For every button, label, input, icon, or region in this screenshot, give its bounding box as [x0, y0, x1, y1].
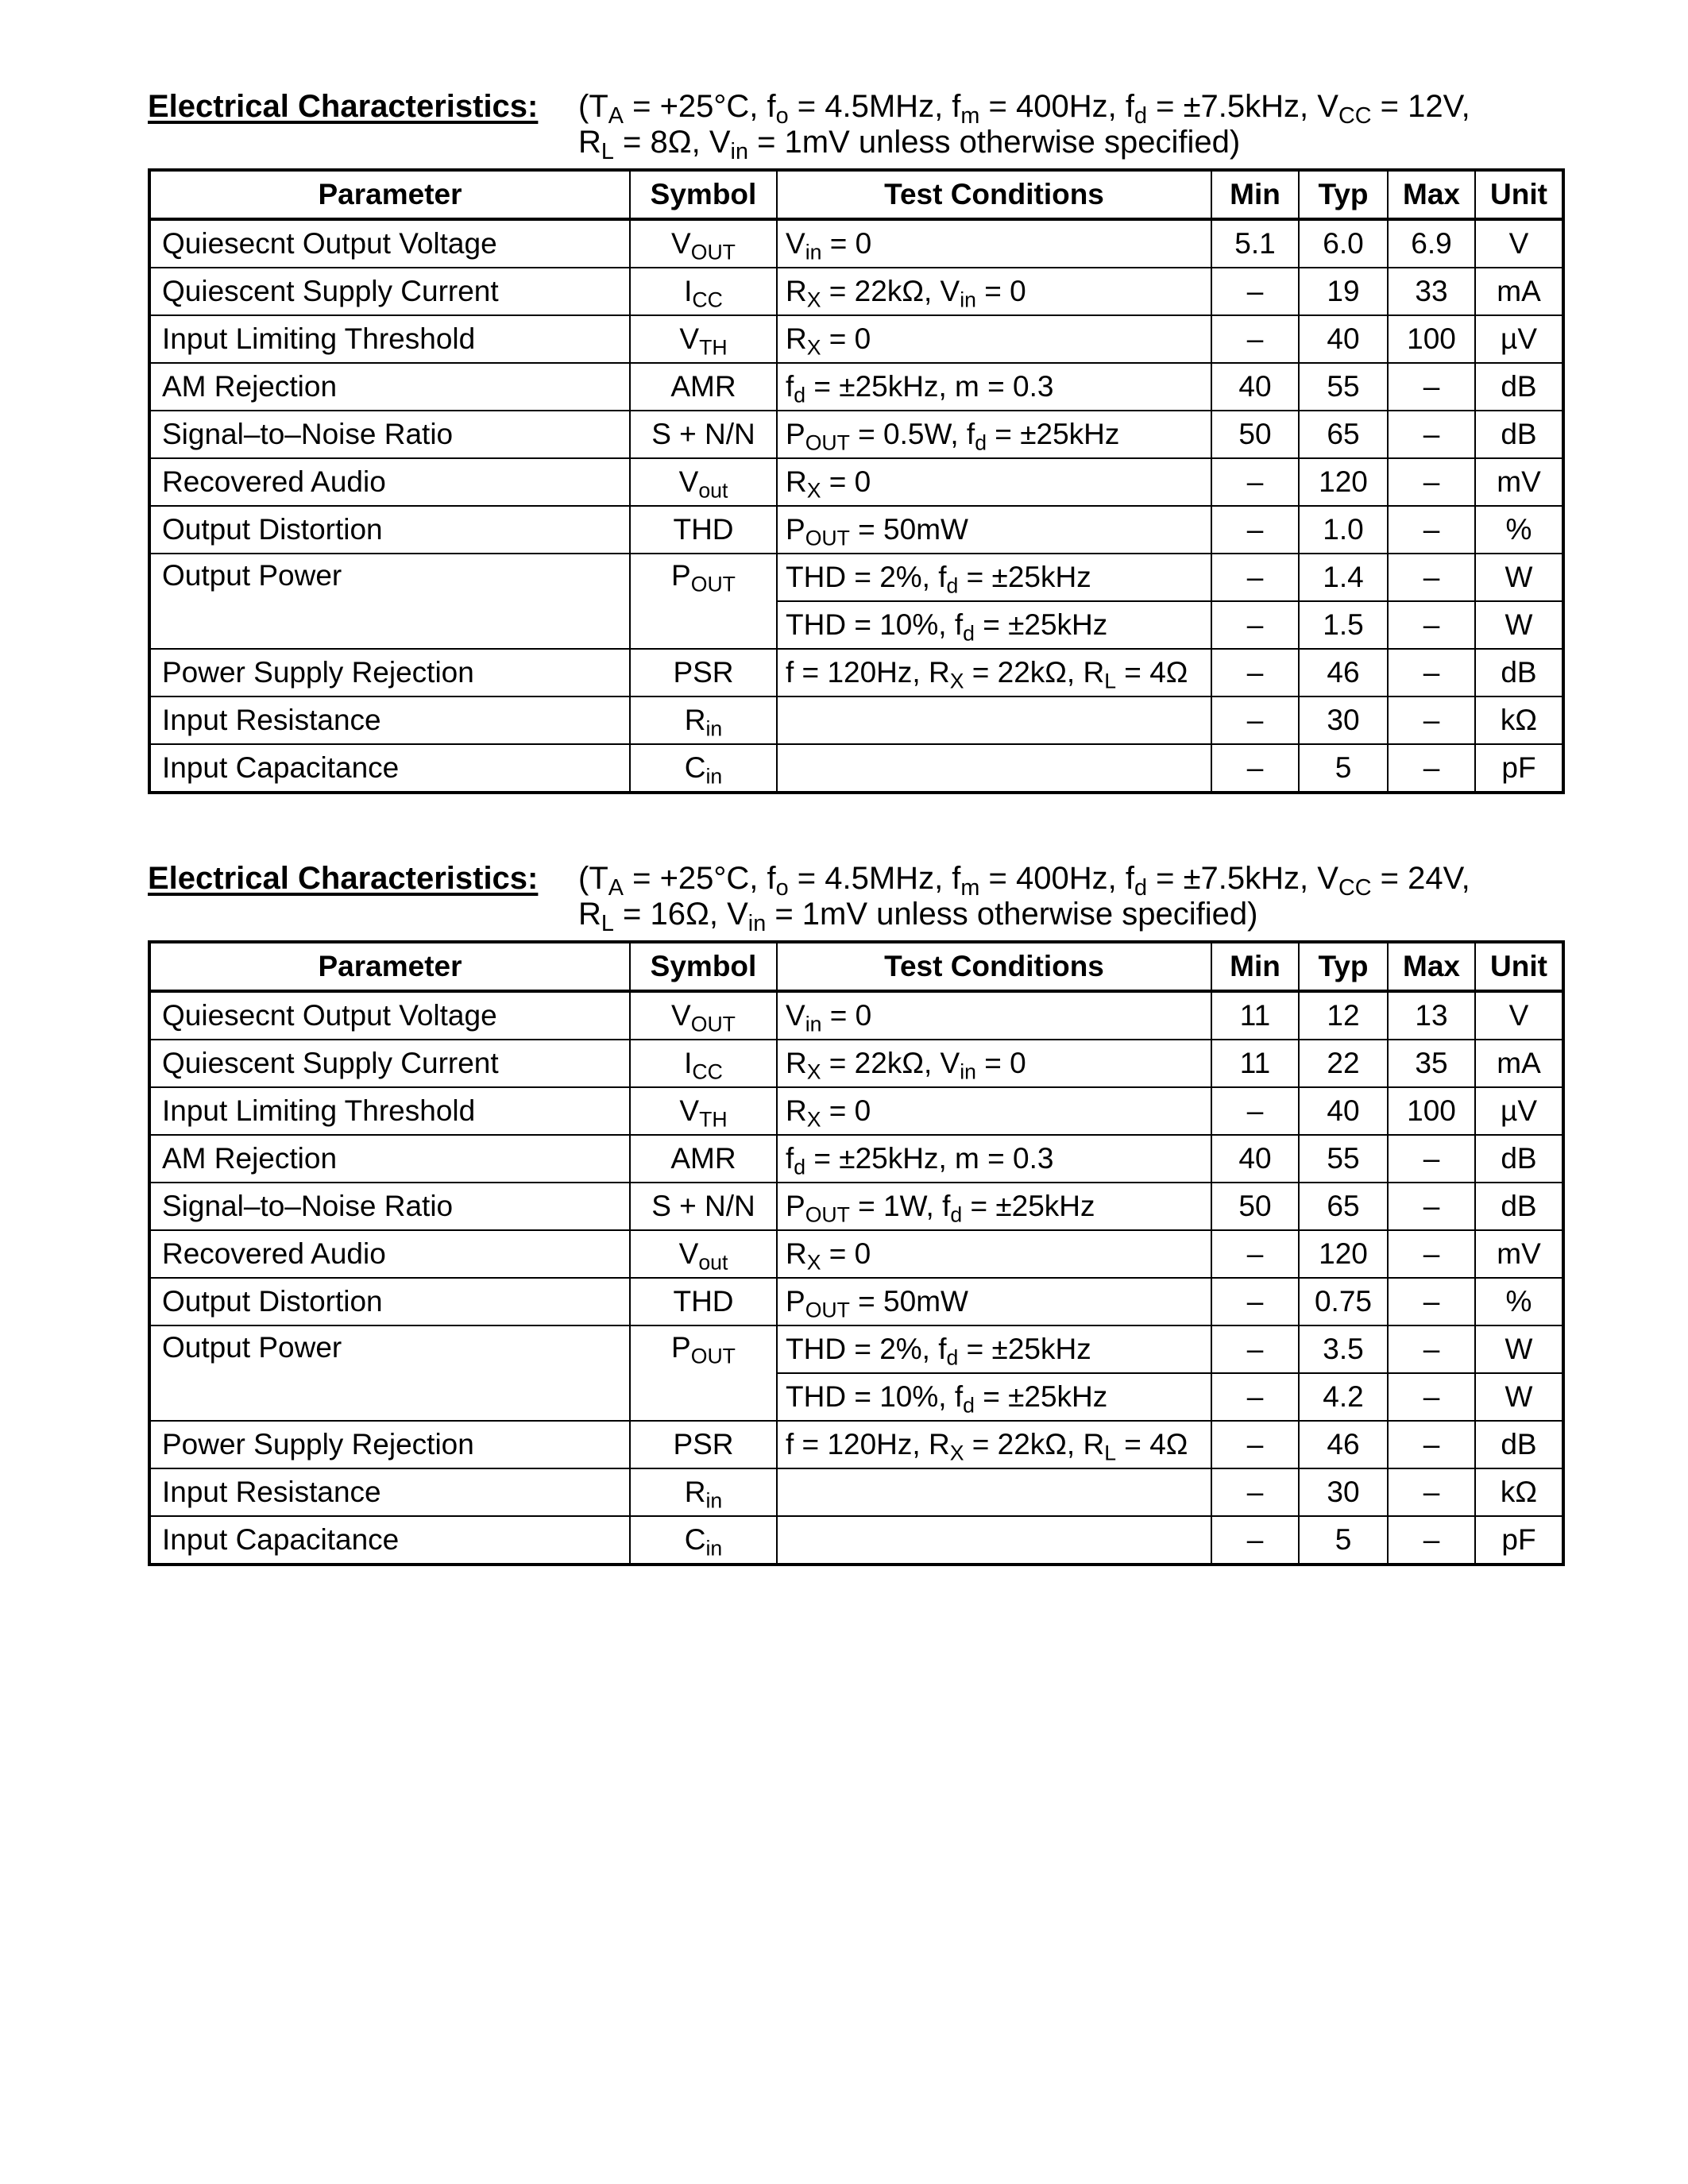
table-row	[149, 991, 1563, 1040]
parameter-cell: AM Rejection	[149, 363, 630, 411]
test-conditions-cell: $f_d = \pm 25kHz$, m = 0.3	[777, 1135, 1211, 1183]
unit-cell: kΩ	[1475, 696, 1563, 744]
unit-cell: dB	[1475, 363, 1563, 411]
unit-cell: mA	[1475, 1040, 1563, 1087]
typ-cell: 1.4	[1299, 554, 1388, 601]
parameter-cell: Output Distortion	[149, 506, 630, 554]
header-unit: Unit	[1475, 170, 1563, 219]
test-conditions-cell: $V_{in} = 0$	[777, 991, 1211, 1040]
typ-cell: 30	[1299, 696, 1388, 744]
test-conditions-cell: $P_{OUT} = 1W$, $f_d = \pm 25kHz$	[777, 1183, 1211, 1230]
table-row	[149, 458, 1563, 506]
test-conditions-cell: $R_X = 22k\Omega$, $V_{in} = 0$	[777, 1040, 1211, 1087]
header-symbol: Symbol	[630, 942, 777, 991]
test-conditions-cell	[777, 1468, 1211, 1516]
subscript: L	[1104, 1441, 1117, 1465]
table-row	[149, 554, 1563, 601]
spec-table-24v	[148, 940, 1565, 1566]
table-row	[149, 649, 1563, 696]
header-typ: Typ	[1299, 942, 1388, 991]
table-row	[149, 696, 1563, 744]
max-cell: 6.9	[1388, 219, 1475, 268]
min-cell: –	[1211, 1325, 1299, 1373]
max-cell: –	[1388, 649, 1475, 696]
electrical-characteristics-section-12v	[148, 89, 1562, 789]
subscript: d	[975, 430, 987, 455]
parameter-cell: Recovered Audio	[149, 1230, 630, 1278]
subscript: o	[775, 103, 789, 129]
subscript: in	[705, 716, 723, 741]
subscript: OUT	[690, 240, 736, 264]
header-min: Min	[1211, 942, 1299, 991]
subscript: d	[963, 1393, 975, 1418]
max-cell: –	[1388, 363, 1475, 411]
typ-cell: 120	[1299, 458, 1388, 506]
max-cell: –	[1388, 1278, 1475, 1325]
test-conditions-line-2: $R_L = 8\Omega$, $V_{in} = 1mV$ unless otherwise specified)	[578, 125, 1241, 165]
header-parameter: Parameter	[149, 170, 630, 219]
max-cell: –	[1388, 1516, 1475, 1565]
unit-cell: V	[1475, 991, 1563, 1040]
symbol-cell: $I_{CC}$	[630, 268, 777, 315]
min-cell: –	[1211, 554, 1299, 601]
subscript: CC	[692, 287, 723, 312]
symbol-cell: $C_{in}$	[630, 1516, 777, 1565]
symbol-cell: S + N/N	[630, 411, 777, 458]
unit-cell: mV	[1475, 458, 1563, 506]
subscript: in	[805, 240, 822, 264]
parameter-cell: Output Distortion	[149, 1278, 630, 1325]
table-row	[149, 1087, 1563, 1135]
test-conditions-cell: THD = 10%, $f_d = \pm 25kHz$	[777, 601, 1211, 649]
max-cell: –	[1388, 1135, 1475, 1183]
test-conditions-cell: $f_d = \pm 25kHz$, m = 0.3	[777, 363, 1211, 411]
test-conditions-cell: $P_{OUT} = 50mW$	[777, 1278, 1211, 1325]
subscript: o	[775, 875, 789, 901]
unit-cell: dB	[1475, 649, 1563, 696]
symbol-cell: $V_{OUT}$	[630, 991, 777, 1040]
symbol-cell: $V_{TH}$	[630, 315, 777, 363]
subscript: OUT	[805, 526, 850, 550]
parameter-cell: Output Power	[149, 1325, 630, 1421]
max-cell: –	[1388, 601, 1475, 649]
test-conditions-cell: $R_X = 22k\Omega$, $V_{in} = 0$	[777, 268, 1211, 315]
min-cell: –	[1211, 649, 1299, 696]
min-cell: –	[1211, 1421, 1299, 1468]
max-cell: –	[1388, 1421, 1475, 1468]
parameter-cell: Quiesecnt Output Voltage	[149, 991, 630, 1040]
typ-cell: 6.0	[1299, 219, 1388, 268]
subscript: L	[601, 911, 614, 937]
parameter-cell: Input Resistance	[149, 1468, 630, 1516]
header-max: Max	[1388, 942, 1475, 991]
table-row	[149, 506, 1563, 554]
min-cell: –	[1211, 458, 1299, 506]
max-cell: –	[1388, 696, 1475, 744]
subscript: d	[1134, 875, 1147, 901]
typ-cell: 4.2	[1299, 1373, 1388, 1421]
parameter-cell: Quiescent Supply Current	[149, 1040, 630, 1087]
parameter-cell: Quiescent Supply Current	[149, 268, 630, 315]
symbol-cell: $V_{TH}$	[630, 1087, 777, 1135]
symbol-cell: PSR	[630, 1421, 777, 1468]
unit-cell: mV	[1475, 1230, 1563, 1278]
typ-cell: 22	[1299, 1040, 1388, 1087]
test-conditions-cell: f = 120Hz, $R_X = 22k\Omega$, $R_L = 4\Omega$	[777, 649, 1211, 696]
subscript: OUT	[805, 430, 850, 455]
typ-cell: 65	[1299, 411, 1388, 458]
parameter-cell: Recovered Audio	[149, 458, 630, 506]
table-header-row	[149, 942, 1563, 991]
unit-cell: pF	[1475, 1516, 1563, 1565]
subscript: OUT	[805, 1202, 850, 1227]
subscript: X	[806, 335, 821, 360]
table-row	[149, 411, 1563, 458]
unit-cell: dB	[1475, 1135, 1563, 1183]
symbol-cell: $I_{CC}$	[630, 1040, 777, 1087]
max-cell: 13	[1388, 991, 1475, 1040]
parameter-cell: Signal–to–Noise Ratio	[149, 411, 630, 458]
subscript: m	[960, 103, 980, 129]
table-row	[149, 268, 1563, 315]
unit-cell: %	[1475, 1278, 1563, 1325]
unit-cell: dB	[1475, 411, 1563, 458]
table-row	[149, 363, 1563, 411]
subscript: TH	[699, 335, 728, 360]
symbol-cell: S + N/N	[630, 1183, 777, 1230]
symbol-cell: $V_{OUT}$	[630, 219, 777, 268]
subscript: CC	[692, 1059, 723, 1084]
subscript: L	[1104, 669, 1117, 693]
max-cell: 33	[1388, 268, 1475, 315]
unit-cell: W	[1475, 554, 1563, 601]
typ-cell: 46	[1299, 1421, 1388, 1468]
table-row	[149, 1516, 1563, 1565]
subscript: in	[705, 1536, 723, 1561]
typ-cell: 1.5	[1299, 601, 1388, 649]
subscript: in	[805, 1012, 822, 1036]
parameter-cell: Input Limiting Threshold	[149, 315, 630, 363]
typ-cell: 5	[1299, 744, 1388, 793]
test-conditions-note	[578, 89, 1470, 165]
max-cell: 100	[1388, 1087, 1475, 1135]
table-row	[149, 315, 1563, 363]
subscript: X	[806, 478, 821, 503]
spec-table-12v	[148, 168, 1565, 794]
min-cell: –	[1211, 268, 1299, 315]
min-cell: 11	[1211, 991, 1299, 1040]
max-cell: –	[1388, 1468, 1475, 1516]
header-test-conditions: Test Conditions	[777, 170, 1211, 219]
typ-cell: 1.0	[1299, 506, 1388, 554]
subscript: in	[747, 911, 767, 937]
symbol-cell: $R_{in}$	[630, 696, 777, 744]
subscript: m	[960, 875, 980, 901]
table-row	[149, 219, 1563, 268]
test-conditions-cell: $R_X = 0$	[777, 1230, 1211, 1278]
typ-cell: 120	[1299, 1230, 1388, 1278]
header-symbol: Symbol	[630, 170, 777, 219]
symbol-cell: $P_{OUT}$	[630, 1325, 777, 1421]
parameter-cell: Power Supply Rejection	[149, 649, 630, 696]
min-cell: –	[1211, 1468, 1299, 1516]
min-cell: –	[1211, 1278, 1299, 1325]
subscript: in	[705, 1488, 723, 1513]
symbol-cell: $C_{in}$	[630, 744, 777, 793]
subscript: OUT	[690, 572, 736, 596]
min-cell: 40	[1211, 1135, 1299, 1183]
subscript: OUT	[690, 1012, 736, 1036]
subscript: CC	[1338, 875, 1372, 901]
parameter-cell: Quiesecnt Output Voltage	[149, 219, 630, 268]
table-row	[149, 1325, 1563, 1373]
subscript: d	[950, 1202, 963, 1227]
min-cell: –	[1211, 1516, 1299, 1565]
subscript: A	[608, 103, 624, 129]
max-cell: –	[1388, 1230, 1475, 1278]
typ-cell: 55	[1299, 1135, 1388, 1183]
unit-cell: µV	[1475, 1087, 1563, 1135]
test-conditions-cell: f = 120Hz, $R_X = 22k\Omega$, $R_L = 4\Omega$	[777, 1421, 1211, 1468]
test-conditions-cell: $P_{OUT} = 50mW$	[777, 506, 1211, 554]
subscript: d	[794, 383, 806, 407]
min-cell: –	[1211, 696, 1299, 744]
symbol-cell: THD	[630, 1278, 777, 1325]
header-unit: Unit	[1475, 942, 1563, 991]
symbol-cell: $V_{out}$	[630, 458, 777, 506]
subscript: X	[806, 287, 821, 312]
section-heading-label: Electrical Characteristics:	[148, 89, 539, 124]
typ-cell: 0.75	[1299, 1278, 1388, 1325]
typ-cell: 46	[1299, 649, 1388, 696]
parameter-cell: Output Power	[149, 554, 630, 649]
parameter-cell: Signal–to–Noise Ratio	[149, 1183, 630, 1230]
test-conditions-cell: $P_{OUT} = 0.5W$, $f_d = \pm 25kHz$	[777, 411, 1211, 458]
test-conditions-line-1: ($T_A = +25^\circ C$, $f_o = 4.5MHz$, $f_m = 400Hz$, $f_d = \pm 7.5kHz$, $V_{CC} = 24V$,	[578, 861, 1470, 901]
max-cell: 100	[1388, 315, 1475, 363]
table-row	[149, 1135, 1563, 1183]
subscript: d	[794, 1155, 806, 1179]
unit-cell: pF	[1475, 744, 1563, 793]
min-cell: –	[1211, 1373, 1299, 1421]
unit-cell: V	[1475, 219, 1563, 268]
section-heading	[148, 861, 1562, 940]
min-cell: –	[1211, 315, 1299, 363]
max-cell: –	[1388, 1325, 1475, 1373]
subscript: out	[698, 478, 728, 503]
test-conditions-cell: $R_X = 0$	[777, 458, 1211, 506]
max-cell: –	[1388, 506, 1475, 554]
subscript: X	[949, 1441, 964, 1465]
min-cell: 5.1	[1211, 219, 1299, 268]
symbol-cell: AMR	[630, 363, 777, 411]
unit-cell: dB	[1475, 1421, 1563, 1468]
typ-cell: 40	[1299, 315, 1388, 363]
subscript: X	[806, 1250, 821, 1275]
electrical-characteristics-section-24v	[148, 861, 1562, 1561]
subscript: d	[963, 621, 975, 646]
table-row	[149, 744, 1563, 793]
parameter-cell: AM Rejection	[149, 1135, 630, 1183]
subscript: in	[730, 139, 748, 165]
subscript: TH	[699, 1107, 728, 1132]
subscript: in	[705, 764, 723, 789]
test-conditions-line-1: ($T_A = +25^\circ C$, $f_o = 4.5MHz$, $f_m = 400Hz$, $f_d = \pm 7.5kHz$, $V_{CC} = 12V$,	[578, 89, 1470, 129]
subscript: out	[698, 1250, 728, 1275]
header-max: Max	[1388, 170, 1475, 219]
test-conditions-cell: $R_X = 0$	[777, 1087, 1211, 1135]
typ-cell: 65	[1299, 1183, 1388, 1230]
unit-cell: W	[1475, 601, 1563, 649]
max-cell: –	[1388, 1183, 1475, 1230]
min-cell: –	[1211, 506, 1299, 554]
max-cell: –	[1388, 1373, 1475, 1421]
unit-cell: W	[1475, 1325, 1563, 1373]
subscript: A	[608, 875, 624, 901]
min-cell: 11	[1211, 1040, 1299, 1087]
max-cell: –	[1388, 554, 1475, 601]
parameter-cell: Input Limiting Threshold	[149, 1087, 630, 1135]
min-cell: –	[1211, 1087, 1299, 1135]
header-test-conditions: Test Conditions	[777, 942, 1211, 991]
typ-cell: 12	[1299, 991, 1388, 1040]
symbol-cell: $V_{out}$	[630, 1230, 777, 1278]
test-conditions-cell: THD = 2%, $f_d = \pm 25kHz$	[777, 1325, 1211, 1373]
symbol-cell: $R_{in}$	[630, 1468, 777, 1516]
header-typ: Typ	[1299, 170, 1388, 219]
table-row	[149, 1230, 1563, 1278]
subscript: d	[1134, 103, 1147, 129]
typ-cell: 3.5	[1299, 1325, 1388, 1373]
subscript: d	[946, 573, 959, 598]
table-row	[149, 1421, 1563, 1468]
subscript: d	[946, 1345, 959, 1370]
test-conditions-cell: THD = 10%, $f_d = \pm 25kHz$	[777, 1373, 1211, 1421]
unit-cell: mA	[1475, 268, 1563, 315]
subscript: X	[806, 1107, 821, 1132]
typ-cell: 19	[1299, 268, 1388, 315]
subscript: OUT	[805, 1298, 850, 1322]
min-cell: –	[1211, 601, 1299, 649]
parameter-cell: Input Capacitance	[149, 744, 630, 793]
subscript: X	[806, 1059, 821, 1084]
table-row	[149, 1183, 1563, 1230]
header-min: Min	[1211, 170, 1299, 219]
subscript: in	[960, 287, 976, 312]
unit-cell: dB	[1475, 1183, 1563, 1230]
parameter-cell: Input Capacitance	[149, 1516, 630, 1565]
unit-cell: W	[1475, 1373, 1563, 1421]
symbol-cell: AMR	[630, 1135, 777, 1183]
test-conditions-cell: THD = 2%, $f_d = \pm 25kHz$	[777, 554, 1211, 601]
header-parameter: Parameter	[149, 942, 630, 991]
subscript: L	[601, 139, 614, 165]
min-cell: –	[1211, 744, 1299, 793]
table-row	[149, 1468, 1563, 1516]
max-cell: –	[1388, 458, 1475, 506]
test-conditions-cell	[777, 744, 1211, 793]
section-heading-label: Electrical Characteristics:	[148, 861, 539, 896]
unit-cell: %	[1475, 506, 1563, 554]
subscript: OUT	[690, 1344, 736, 1368]
min-cell: 50	[1211, 411, 1299, 458]
max-cell: –	[1388, 411, 1475, 458]
table-header-row	[149, 170, 1563, 219]
test-conditions-note	[578, 861, 1470, 937]
section-heading	[148, 89, 1562, 168]
parameter-cell: Input Resistance	[149, 696, 630, 744]
test-conditions-cell: $V_{in} = 0$	[777, 219, 1211, 268]
max-cell: 35	[1388, 1040, 1475, 1087]
test-conditions-cell: $R_X = 0$	[777, 315, 1211, 363]
typ-cell: 30	[1299, 1468, 1388, 1516]
min-cell: 40	[1211, 363, 1299, 411]
table-row	[149, 1278, 1563, 1325]
min-cell: 50	[1211, 1183, 1299, 1230]
parameter-cell: Power Supply Rejection	[149, 1421, 630, 1468]
symbol-cell: PSR	[630, 649, 777, 696]
typ-cell: 5	[1299, 1516, 1388, 1565]
symbol-cell: THD	[630, 506, 777, 554]
max-cell: –	[1388, 744, 1475, 793]
subscript: in	[960, 1059, 976, 1084]
symbol-cell: $P_{OUT}$	[630, 554, 777, 649]
unit-cell: µV	[1475, 315, 1563, 363]
test-conditions-cell	[777, 1516, 1211, 1565]
typ-cell: 40	[1299, 1087, 1388, 1135]
typ-cell: 55	[1299, 363, 1388, 411]
table-row	[149, 1040, 1563, 1087]
subscript: CC	[1338, 103, 1372, 129]
subscript: X	[949, 669, 964, 693]
test-conditions-line-2: $R_L = 16\Omega$, $V_{in} = 1mV$ unless otherwise specified)	[578, 897, 1258, 937]
unit-cell: kΩ	[1475, 1468, 1563, 1516]
test-conditions-cell	[777, 696, 1211, 744]
min-cell: –	[1211, 1230, 1299, 1278]
